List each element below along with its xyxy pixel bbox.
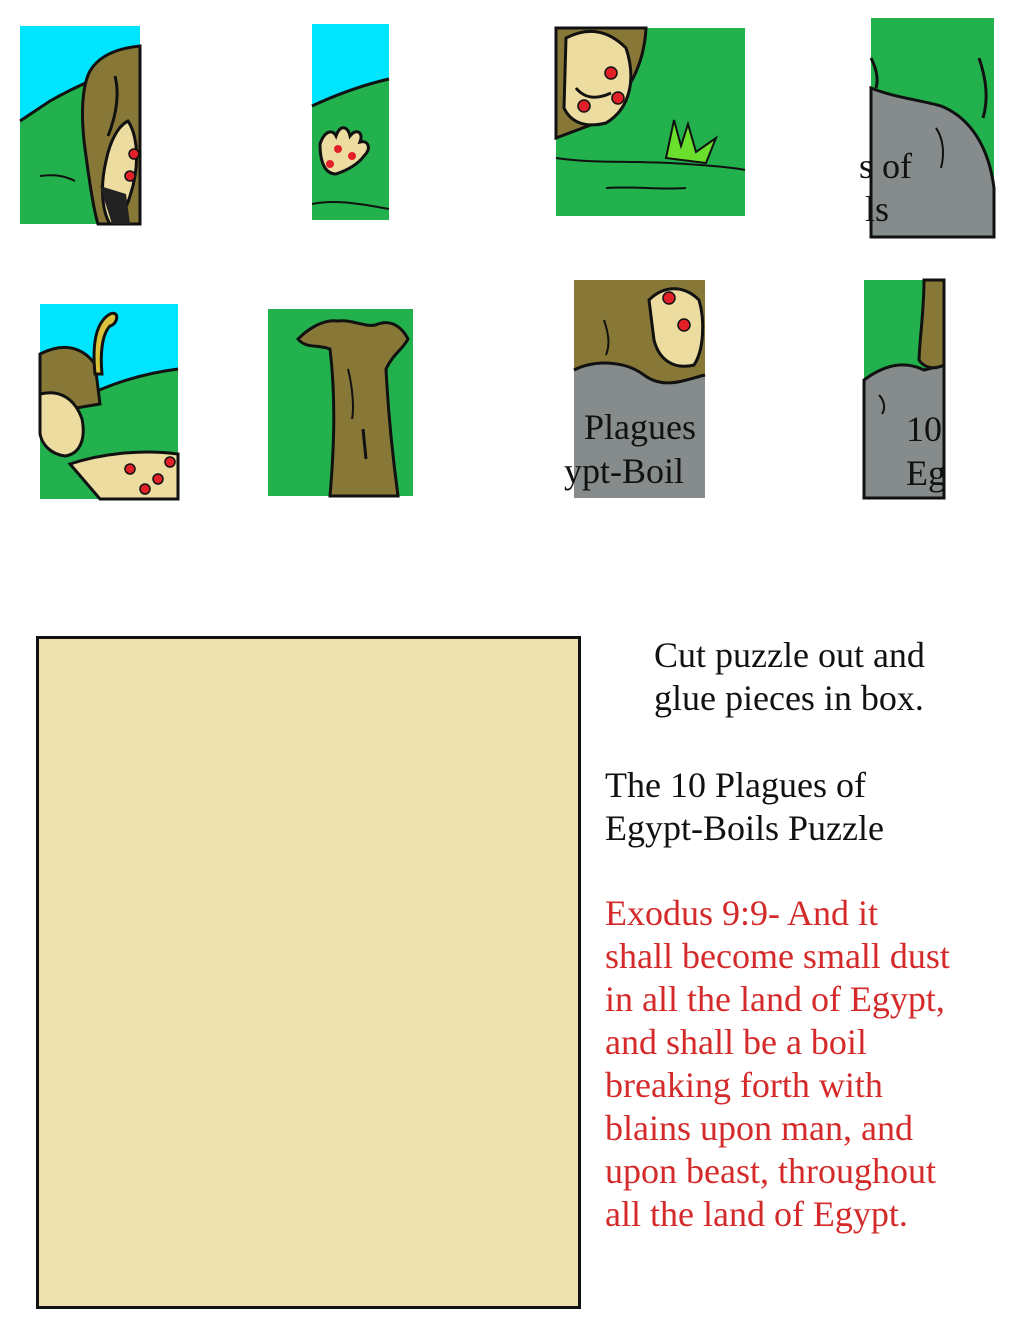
puzzle-piece-3 — [556, 28, 745, 216]
piece-8-text-2: Eg — [906, 453, 946, 493]
puzzle-piece-5 — [40, 304, 178, 499]
verse-line-1: Exodus 9:9- And it — [605, 893, 879, 933]
piece-6-illustration — [268, 309, 413, 496]
puzzle-piece-2 — [312, 24, 389, 220]
piece-1-illustration — [20, 26, 140, 224]
scripture-verse — [605, 892, 1015, 1236]
title-line-2: Egypt-Boils Puzzle — [605, 808, 884, 848]
puzzle-piece-4 — [859, 18, 994, 237]
piece-5-illustration — [40, 304, 178, 499]
verse-line-3: in all the land of Egypt, — [605, 979, 945, 1019]
instructions-line-1: Cut puzzle out and — [654, 635, 925, 675]
verse-line-8: all the land of Egypt. — [605, 1194, 908, 1234]
puzzle-piece-6 — [268, 309, 413, 496]
piece-7-text-2: ypt-Boil — [564, 451, 685, 491]
puzzle-title — [605, 764, 1005, 850]
verse-line-4: and shall be a boil — [605, 1022, 867, 1062]
piece-4-text-1: s of — [859, 146, 912, 186]
piece-3-illustration — [556, 28, 745, 216]
instructions-line-2: glue pieces in box. — [654, 678, 924, 718]
glue-box — [36, 636, 581, 1309]
puzzle-piece-7 — [564, 280, 705, 498]
piece-7-text-1: Plagues — [584, 407, 696, 447]
verse-line-2: shall become small dust — [605, 936, 950, 976]
title-line-1: The 10 Plagues of — [605, 765, 866, 805]
piece-2-illustration — [312, 24, 389, 220]
instructions — [654, 634, 994, 720]
piece-4-text-2: ls — [865, 189, 890, 229]
verse-line-7: upon beast, throughout — [605, 1151, 936, 1191]
verse-line-5: breaking forth with — [605, 1065, 883, 1105]
piece-8-text-1: 10 — [906, 409, 942, 449]
puzzle-piece-1 — [20, 26, 140, 224]
puzzle-piece-8 — [864, 280, 944, 498]
verse-line-6: blains upon man, and — [605, 1108, 913, 1148]
piece-4-illustration — [871, 18, 994, 237]
